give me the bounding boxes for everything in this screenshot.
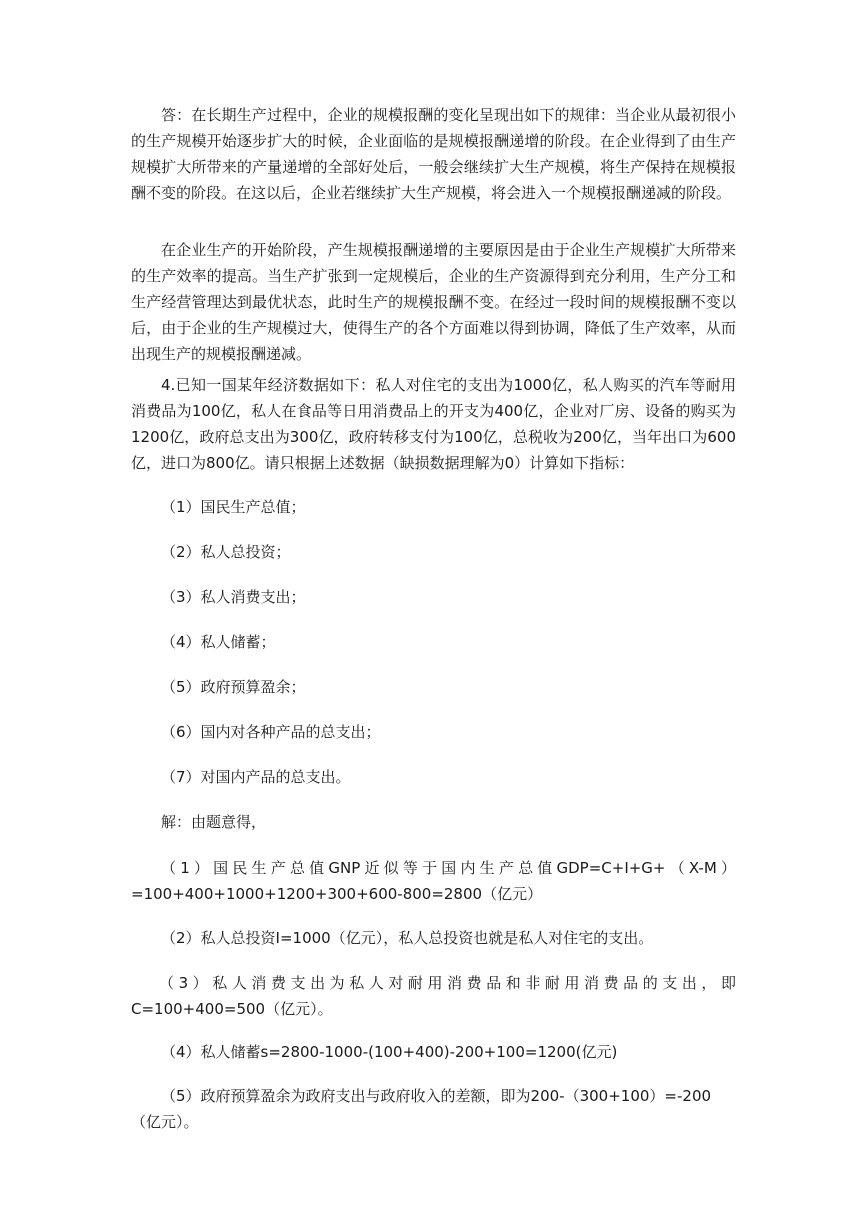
answer-item-private-consumption: （3）私人消费支出为私人对耐用消费品和非耐用消费品的支出，即C=100+400=500（亿元）。 [131,974,736,1018]
answer-item-private-saving: （4）私人储蓄s=2800-1000-(100+400)-200+100=1200(亿元) [161,1043,618,1061]
question-item-private-consumption: （3）私人消费支出； [161,588,306,606]
question-4-statement: 4.已知一国某年经济数据如下：私人对住宅的支出为1000亿，私人购买的汽车等耐用消费品为100亿，私人在食品等日用消费品上的开支为400亿，企业对厂房、设备的购买为1200亿，政府总支出为300亿，政府转移支付为100亿，总税收为200亿，当年出口为600亿，进口为800亿。请只根据上述数据（缺损数据理解为0）计算如下指标： [131,376,736,472]
answer-item-budget-surplus: （5）政府预算盈余为政府支出与政府收入的差额，即为200-（300+100）=-200（亿元）。 [131,1087,712,1131]
question-item-private-saving: （4）私人储蓄； [161,633,276,651]
answer-item-gnp: （1）国民生产总值GNP近似等于国内生产总值GDP=C+I+G+（X-M）=100+400+1000+1200+300+600-800=2800（亿元） [131,859,736,903]
answer-item-private-investment: （2）私人总投资I=1000（亿元），私人总投资也就是私人对住宅的支出。 [161,929,654,947]
question-item-domestic-product-expenditure: （7）对国内产品的总支出。 [161,768,351,786]
question-item-domestic-expenditure: （6）国内对各种产品的总支出； [161,723,381,741]
question-item-budget-surplus: （5）政府预算盈余； [161,678,306,696]
question-item-private-investment: （2）私人总投资； [161,543,291,561]
answer-paragraph-returns-to-scale: 答：在长期生产过程中，企业的规模报酬的变化呈现出如下的规律：当企业从最初很小的生产规模开始逐步扩大的时候，企业面临的是规模报酬递增的阶段。在企业得到了由生产规模扩大所带来的产量递增的全部好处后，一般会继续扩大生产规模，将生产保持在规模报酬不变的阶段。在这以后，企业若继续扩大生产规模，将会进入一个规模报酬递减的阶段。 [131,106,736,202]
solution-intro: 解：由题意得， [161,813,267,831]
question-item-gnp: （1）国民生产总值； [161,498,306,516]
paragraph-returns-causes: 在企业生产的开始阶段，产生规模报酬递增的主要原因是由于企业生产规模扩大所带来的生产效率的提高。当生产扩张到一定规模后，企业的生产资源得到充分利用，生产分工和生产经营管理达到最优状态，此时生产的规模报酬不变。在经过一段时间的规模报酬不变以后，由于企业的生产规模过大，使得生产的各个方面难以得到协调，降低了生产效率，从而出现生产的规模报酬递减。 [131,241,736,363]
